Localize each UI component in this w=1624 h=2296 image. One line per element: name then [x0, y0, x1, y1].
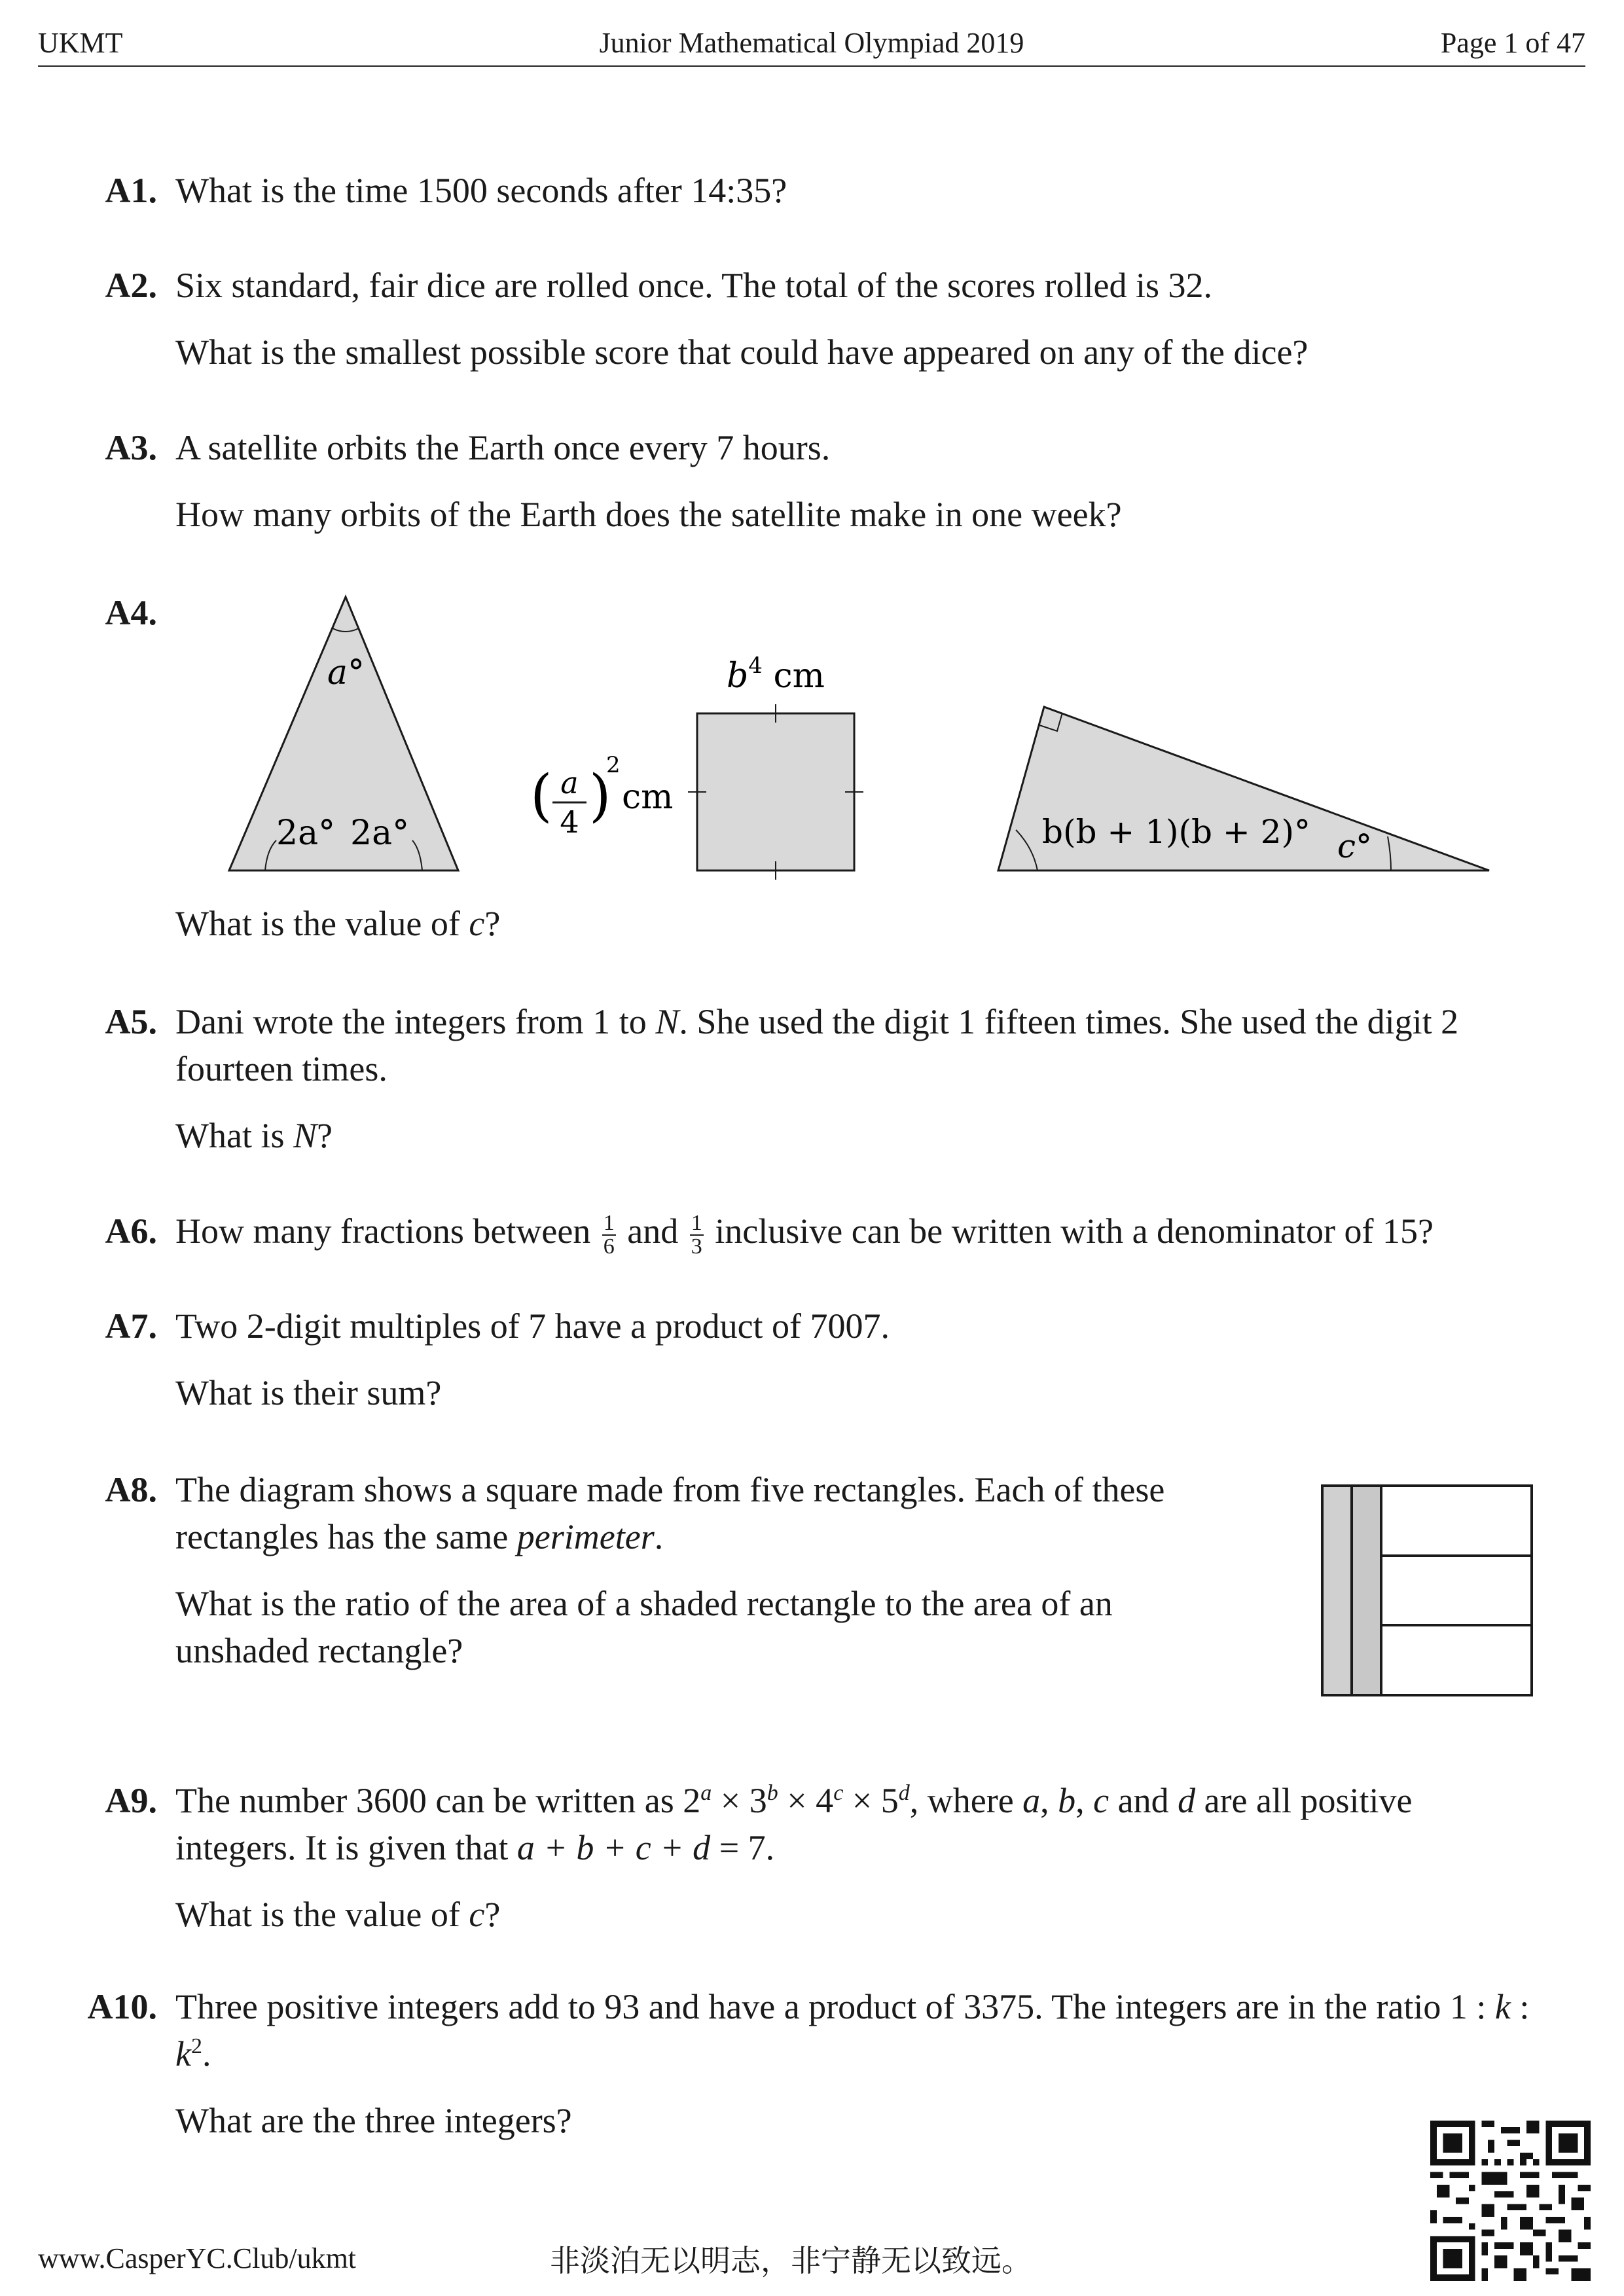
question-prompt: How many orbits of the Earth does the satellite make in one week? — [175, 495, 1122, 534]
svg-text:4: 4 — [560, 804, 579, 840]
svg-text:(: ( — [530, 763, 552, 829]
unshaded-rectangle — [1381, 1556, 1532, 1625]
question-prompt: What is the ratio of the area of a shaded rectangle to the area of an unshaded rectangle? — [175, 1584, 1113, 1670]
shaded-rectangle — [1352, 1486, 1381, 1695]
question-text: What is the time 1500 seconds after 14:35? — [175, 171, 787, 210]
question-number: A3. — [105, 428, 157, 467]
footer-url[interactable]: www.CasperYC.Club/ukmt — [38, 2242, 357, 2274]
footer-motto: 非淡泊无以明志，非宁静无以致远。 — [550, 2243, 1032, 2278]
qr-code-icon — [1430, 2121, 1591, 2281]
question-number: A9. — [105, 1781, 157, 1820]
angle-label-right: 2a° — [350, 814, 410, 853]
svg-text:): ) — [589, 763, 611, 829]
angle-label-top: a° — [327, 653, 365, 692]
question-number: A2. — [105, 266, 157, 305]
unshaded-rectangle — [1381, 1486, 1532, 1556]
question-number: A7. — [105, 1306, 157, 1346]
a4-figure — [216, 583, 1499, 897]
question-prompt: What is N? — [175, 1116, 333, 1155]
a8-square-diagram — [1316, 1479, 1538, 1702]
header-org: UKMT — [38, 27, 123, 59]
question-text: Three positive integers add to 93 and have a product of 3375. The integers are in the ratio 1 : k : $k^2$. — [175, 1987, 1530, 2073]
question-text: The number 3600 can be written as $2^a \times 3^b \times 4^c \times 5^d$, where a, b, c and d are all positive integers. It is given that a + b + c + d = 7. — [175, 1781, 1413, 1867]
question-prompt: What are the three integers? — [175, 2101, 572, 2140]
square — [697, 713, 854, 870]
question-text: Dani wrote the integers from 1 to N. She used the digit 1 fifteen times. She used the digit 2 fourteen times. — [175, 1002, 1459, 1088]
question-prompt: What is their sum? — [175, 1373, 442, 1412]
question-number: A4. — [105, 593, 157, 632]
page-header — [38, 26, 1585, 67]
fraction: $\frac{1}{6}$ — [603, 1210, 615, 1259]
square-left-label — [530, 752, 673, 840]
question-text: Six standard, fair dice are rolled once. The total of the scores rolled is 32. — [175, 266, 1212, 305]
question-text: A satellite orbits the Earth once every 7 hours. — [175, 428, 831, 467]
question-number: A1. — [105, 171, 157, 210]
question-text: How many fractions between $\frac{1}{6}$ and $\frac{1}{3}$ inclusive can be written with a denominator of 15? — [175, 1210, 1434, 1259]
square-top-label: $b^4$ cm — [727, 653, 825, 696]
question-prompt: What is the value of c? — [175, 904, 501, 943]
svg-text:cm: cm — [622, 778, 674, 817]
header-title: Junior Mathematical Olympiad 2019 — [599, 27, 1024, 59]
angle-label-c: c° — [1337, 827, 1373, 865]
fraction: $\frac{1}{3}$ — [691, 1210, 702, 1259]
isosceles-triangle — [229, 597, 458, 870]
question-prompt: What is the value of c? — [175, 1895, 501, 1934]
question-number: A5. — [105, 1002, 157, 1041]
svg-text:2: 2 — [606, 752, 621, 778]
question-number: A8. — [105, 1470, 157, 1509]
question-text: The diagram shows a square made from five rectangles. Each of these rectangles has the same perimeter. — [175, 1470, 1165, 1556]
svg-text:a: a — [560, 765, 579, 800]
question-prompt: What is the smallest possible score that could have appeared on any of the dice? — [175, 332, 1308, 372]
angle-label-b: b(b + 1)(b + 2)° — [1042, 813, 1311, 851]
question-text: Two 2-digit multiples of 7 have a product of 7007. — [175, 1306, 890, 1346]
header-page-number: Page 1 of 47 — [1440, 27, 1585, 59]
question-number: A6. — [105, 1211, 157, 1251]
unshaded-rectangle — [1381, 1625, 1532, 1695]
angle-label-left: 2a° — [276, 814, 336, 853]
shaded-rectangle — [1322, 1486, 1352, 1695]
question-number: A10. — [87, 1987, 157, 2026]
